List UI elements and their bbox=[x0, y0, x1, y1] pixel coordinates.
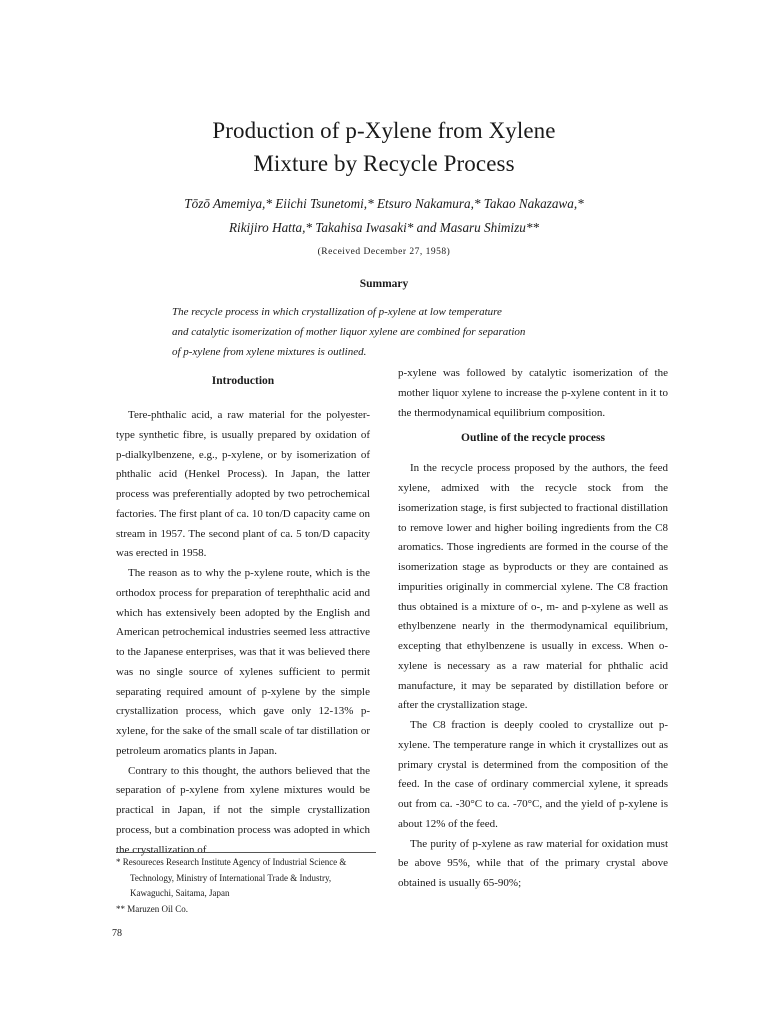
body-paragraph: In the recycle process proposed by the authors, the feed xylene, admixed with the recycle stock from the isomerization stage, is first subjected to fractional distillation to remove lower and higher boiling ingredients from the C8 aromatics. Those ingredients are formed in the course of the isomerization stage as byproducts or they are contained as impurities originally in commercial xylene. The C8 fraction thus obtained is a mixture of o-, m- and p-xylene as well as ethylbenzene nearly in the thermodynamical equilibrium, excepting that ethylbenzene is usually in excess. When o-xylene is necessary as a raw material for phthalic acid manufacture, it may be separated by distillation before or after the crystallization stage. bbox=[398, 462, 668, 712]
page-number: 78 bbox=[112, 928, 122, 939]
body-paragraph: The reason as to why the p-xylene route, which is the orthodox process for preparation of terephthalic acid and which has extensively been adopted by the English and American petrochemical industries seemed less attractive to the Japanese enterprises, was that it was believed there was no single source of xylenes sufficient to permit separating required amount of p-xylene by the simple crystallization process, which gave only 12-13% p-xylene, for the sake of the small scale of tar distillation or petroleum aromatics plants in Japan. bbox=[116, 567, 370, 757]
summary-heading: Summary bbox=[359, 278, 409, 290]
footnote: * Resoureces Research Institute Agency of Industrial Science & Technology, Ministry of International Trade & Industry, Kawaguchi, Saitama, Japan bbox=[116, 857, 347, 898]
footnotes bbox=[116, 852, 376, 917]
title-line-2: Mixture by Recycle Process bbox=[253, 151, 515, 176]
body-paragraph-continuation: p-xylene was followed by catalytic isomerization of the mother liquor xylene to increase the p-xylene content in it to the thermodynamical equilibrium composition. bbox=[398, 367, 668, 419]
body-paragraph: Tere-phthalic acid, a raw material for the polyester-type synthetic fibre, is usually prepared by oxidation of p-dialkylbenzene, e.g., p-xylene, or by isomerization of phthalic acid (Henkel Process). In Japan, the latter process was preferentially adopted by two petrochemical factories. The first plant of ca. 10 ton/D capacity came on stream in 1957. The second plant of ca. 5 ton/D capacity was erected in 1958. bbox=[116, 409, 370, 560]
summary-line: of p-xylene from xylene mixtures is outlined. bbox=[172, 346, 367, 358]
summary-line: and catalytic isomerization of mother liquor xylene are combined for separation bbox=[172, 326, 526, 338]
title-line-1: Production of p-Xylene from Xylene bbox=[212, 118, 556, 143]
authors-line-2: Rikijiro Hatta,* Takahisa Iwasaki* and Masaru Shimizu** bbox=[228, 220, 540, 235]
body-paragraph: The purity of p-xylene as raw material for oxidation must be above 95%, while that of the primary crystal above obtained is usually 65-90%; bbox=[398, 837, 668, 889]
summary-abstract bbox=[172, 302, 592, 362]
body-paragraph: The C8 fraction is deeply cooled to crystallize out p-xylene. The temperature range in which it crystallizes out as primary crystal is determined from the composition of the feed. In the case of ordinary commercial xylene, it spreads out from ca. -30°C to ca. -70°C, and the yield of p-xylene is about 12% of the feed. bbox=[398, 719, 668, 830]
received-date: (Received December 27, 1958) bbox=[317, 247, 451, 257]
paper-title bbox=[0, 114, 768, 180]
introduction-heading: Introduction bbox=[211, 375, 275, 387]
left-column bbox=[116, 364, 370, 860]
footnote: ** Maruzen Oil Co. bbox=[116, 903, 188, 914]
outline-heading: Outline of the recycle process bbox=[461, 432, 605, 445]
right-column bbox=[398, 364, 668, 894]
body-paragraph: Contrary to this thought, the authors believed that the separation of p-xylene from xylene mixtures would be practical in Japan, if not the simple crystallization process, but a combination process was adopted in which the crystallization of bbox=[116, 764, 370, 856]
summary-line: The recycle process in which crystallization of p-xylene at low temperature bbox=[172, 306, 502, 318]
author-list bbox=[0, 192, 768, 240]
authors-line-1: Tōzō Amemiya,* Eiichi Tsunetomi,* Etsuro Nakamura,* Takao Nakazawa,* bbox=[184, 196, 584, 211]
